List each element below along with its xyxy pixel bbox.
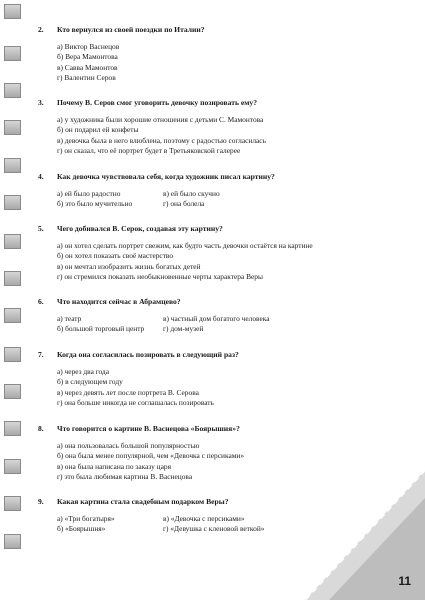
- answer-options: [57, 189, 398, 210]
- question-4: [38, 172, 398, 210]
- answer-option[interactable]: а) театр: [57, 314, 82, 323]
- margin-box: [4, 421, 21, 436]
- answer-option[interactable]: в) девочка была в него влюблена, поэтому с радостью согласилась: [57, 135, 266, 145]
- question-text: Как девочка чувствовала себя, когда художник писал картину?: [57, 172, 275, 181]
- answer-option[interactable]: г) он стремился показать необыкновенные черты характера Веры: [57, 272, 263, 282]
- answer-option[interactable]: в) она была написана по заказу царя: [57, 461, 171, 471]
- answer-option[interactable]: а) он хотел сделать портрет свежим, как будто часть девочки остаётся на картине: [57, 241, 313, 250]
- question-title: [38, 424, 398, 434]
- question-text: Когда она согласилась позировать в следующий раз?: [57, 350, 239, 359]
- answer-option[interactable]: б) он хотел показать своё мастерство: [57, 251, 174, 261]
- question-title: [38, 224, 398, 234]
- answer-option[interactable]: а) Виктор Васнецов: [57, 42, 120, 51]
- answer-option[interactable]: г) дом-музей: [163, 324, 204, 334]
- question-text: Чего добивался В. Серок, создавая эту картину?: [57, 224, 223, 233]
- margin-box: [4, 195, 21, 210]
- question-5: [38, 224, 398, 283]
- question-7: [38, 350, 398, 409]
- question-title: [38, 98, 398, 108]
- margin-box: [4, 347, 21, 362]
- question-text: Что говорится о картине В. Васнецова «Боярышня»?: [57, 424, 240, 433]
- answer-option[interactable]: а) у художника были хорошие отношения с детьми С. Мамонтова: [57, 115, 264, 124]
- answer-option[interactable]: а) «Три богатыря»: [57, 514, 115, 523]
- answer-option[interactable]: г) «Девушка с кленовой веткой»: [163, 524, 265, 534]
- answer-option[interactable]: в) через девять лет после портрета В. Серова: [57, 387, 199, 397]
- answer-option[interactable]: а) ей было радостно: [57, 189, 121, 198]
- answer-option[interactable]: г) это была любимая картина В. Васнецова: [57, 472, 193, 482]
- question-2: [38, 25, 398, 84]
- question-number: 5.: [38, 224, 44, 233]
- margin-box: [4, 83, 21, 98]
- answer-options: [57, 367, 398, 409]
- answer-option[interactable]: в) «Девочка с персиками»: [163, 514, 245, 523]
- question-number: 2.: [38, 25, 44, 34]
- question-text: Кто вернулся из своей поездки по Италии?: [57, 25, 205, 34]
- margin-box: [4, 459, 21, 474]
- question-title: [38, 297, 398, 307]
- answer-option[interactable]: а) через два года: [57, 367, 110, 376]
- answer-option[interactable]: б) он подарил ей конфеты: [57, 125, 139, 135]
- question-3: [38, 98, 398, 157]
- page-number: 11: [398, 574, 411, 588]
- answer-option[interactable]: г) Валентин Серов: [57, 73, 116, 83]
- question-text: Что находится сейчас в Абрамцево?: [57, 297, 181, 306]
- answer-options: [57, 42, 398, 84]
- margin-box: [4, 4, 21, 19]
- answer-option[interactable]: б) большой торговый центр: [57, 324, 145, 334]
- question-text: Какая картина стала свадебным подарком Веры?: [57, 497, 229, 506]
- question-title: [38, 25, 398, 35]
- question-number: 4.: [38, 172, 44, 181]
- question-number: 8.: [38, 424, 44, 433]
- question-number: 7.: [38, 350, 44, 359]
- answer-option[interactable]: б) в следующем году: [57, 377, 123, 387]
- margin-box: [4, 234, 21, 249]
- margin-box: [4, 46, 21, 61]
- answer-option[interactable]: в) Савва Мамонтов: [57, 62, 118, 72]
- margin-box: [4, 271, 21, 286]
- margin-box: [4, 496, 21, 511]
- question-number: 9.: [38, 497, 44, 506]
- question-text: Почему В. Серов смог уговорить девочку позировать ему?: [57, 98, 258, 107]
- margin-box: [4, 534, 21, 549]
- answer-option[interactable]: б) «Боярышня»: [57, 524, 106, 534]
- answer-option[interactable]: г) она болела: [163, 199, 205, 209]
- question-number: 6.: [38, 297, 44, 306]
- question-title: [38, 350, 398, 360]
- answer-options: [57, 241, 398, 283]
- answer-options: [57, 115, 398, 157]
- answer-option[interactable]: в) ей было скучно: [163, 189, 220, 198]
- question-title: [38, 172, 398, 182]
- answer-option[interactable]: б) она была менее популярной, чем «Девочка с персиками»: [57, 451, 245, 461]
- answer-option[interactable]: в) он мечтал изобразить жизнь богатых детей: [57, 261, 201, 271]
- answer-option[interactable]: г) она больше никогда не соглашалась позировать: [57, 398, 214, 408]
- answer-option[interactable]: б) Вера Мамонтова: [57, 52, 118, 62]
- question-number: 3.: [38, 98, 44, 107]
- answer-option[interactable]: а) она пользовалась большой популярностью: [57, 441, 200, 450]
- margin-box: [4, 384, 21, 399]
- answer-option[interactable]: г) он сказал, что её портрет будет в Третьяковской галерее: [57, 146, 241, 156]
- margin-box: [4, 158, 21, 173]
- answer-option[interactable]: в) частный дом богатого человека: [163, 314, 270, 323]
- margin-box: [4, 308, 21, 323]
- answer-option[interactable]: б) это было мучительно: [57, 199, 133, 209]
- question-6: [38, 297, 398, 335]
- answer-options: [57, 314, 398, 335]
- margin-box: [4, 120, 21, 135]
